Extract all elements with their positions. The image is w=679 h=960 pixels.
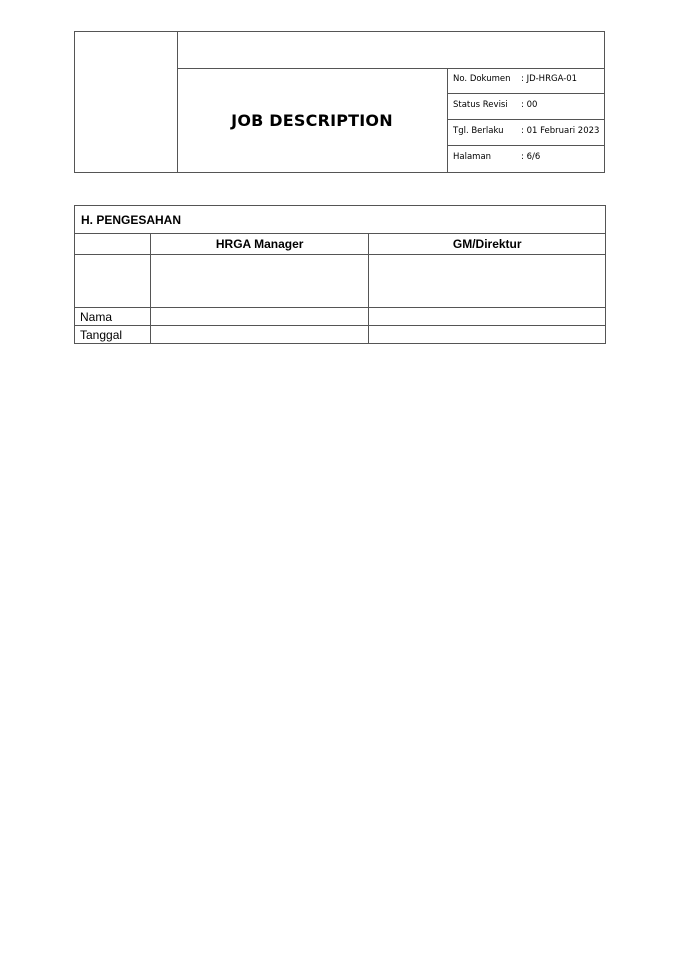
signature-label-cell [75, 255, 151, 308]
title-cell [177, 68, 448, 172]
meta-doc-number: No. Dokumen : JD-HRGA-01 [447, 68, 604, 94]
meta-page: Halaman : 6/6 [453, 152, 541, 162]
document-meta [447, 68, 604, 172]
logo-cell [75, 32, 178, 172]
meta-revision-status: Status Revisi : 00 [447, 94, 604, 120]
tanggal-hrga-manager [150, 326, 369, 344]
nama-hrga-manager [150, 308, 369, 326]
row-label-nama: Nama [75, 308, 151, 326]
document-title: JOB DESCRIPTION [231, 110, 393, 130]
section-title: H. PENGESAHAN [75, 206, 606, 234]
approval-table [74, 205, 606, 344]
meta-effective-date: Tgl. Berlaku : 01 Februari 2023 [447, 120, 604, 146]
row-label-tanggal: Tanggal [75, 326, 151, 344]
header-top-strip [177, 32, 604, 69]
nama-gm-direktur [369, 308, 606, 326]
corner-cell [75, 234, 151, 255]
document-header [74, 31, 605, 173]
column-header-hrga-manager: HRGA Manager [150, 234, 369, 255]
signature-box-gm-direktur [369, 255, 606, 308]
column-header-gm-direktur: GM/Direktur [369, 234, 606, 255]
signature-box-hrga-manager [150, 255, 369, 308]
tanggal-gm-direktur [369, 326, 606, 344]
